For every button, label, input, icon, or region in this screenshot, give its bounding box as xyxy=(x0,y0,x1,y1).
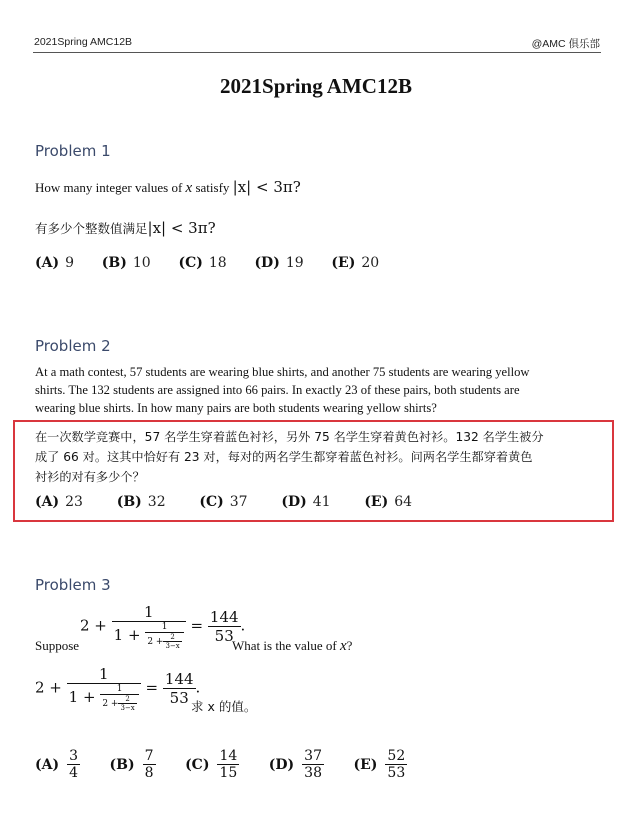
problem-2-chinese xyxy=(35,427,544,487)
choice-a: (A) $\frac{3}{4}$ xyxy=(35,748,79,781)
choice-d: (D) 19 xyxy=(254,255,304,271)
problem-2-en-line-2: shirts. The 132 students are assigned into 66 pairs. In exactly 23 of these pairs, both students are xyxy=(35,383,520,397)
problem-1-zh-pre: 有多少个整数值满足 xyxy=(35,221,148,236)
problem-2-en-line-1: At a math contest, 57 students are wearing blue shirts, and another 75 students are wearing yellow xyxy=(35,365,530,379)
problem-2-zh-line-1: 在一次数学竞赛中，57 名学生穿着蓝色衬衫，另外 75 名学生穿着黄色衬衫。132 名学生被分 xyxy=(35,430,544,444)
problem-3-suppose: Suppose xyxy=(35,638,80,653)
problem-1-en-math: |x| < 3π? xyxy=(232,178,301,196)
choice-c: (C) 18 xyxy=(178,255,227,271)
choice-b: (B) 32 xyxy=(116,494,166,510)
choice-a: (A) 9 xyxy=(35,255,75,271)
problem-3-choices xyxy=(35,748,433,781)
page-header-left: 2021Spring AMC12B xyxy=(34,36,133,48)
problem-3-chinese: 求 x 的值。 xyxy=(191,699,257,714)
problem-3-question xyxy=(232,637,352,655)
problem-3-q-var: x xyxy=(339,638,347,654)
choice-a: (A) 23 xyxy=(35,494,83,510)
problem-2-heading: Problem 2 xyxy=(35,337,111,355)
problem-1-choices xyxy=(35,255,403,272)
page-header-right: @AMC 俱乐部 xyxy=(531,38,600,50)
problem-3-q-pre: What is the value of xyxy=(232,638,340,653)
choice-e: (E) $\frac{52}{53}$ xyxy=(353,748,406,781)
problem-2-choices xyxy=(35,494,436,511)
problem-2-zh-line-2: 成了 66 对。这其中恰好有 23 对，每对的两名学生都穿着蓝色衬衫。问两名学生都穿着黄色 xyxy=(35,450,533,464)
choice-d: (D) $\frac{37}{38}$ xyxy=(268,748,322,781)
choice-b: (B) $\frac{7}{8}$ xyxy=(109,748,154,781)
problem-1-zh-math: |x| < 3π? xyxy=(147,219,216,237)
problem-3-q-end: ? xyxy=(346,638,353,653)
document-title: 2021Spring AMC12B xyxy=(220,74,412,98)
problem-2-english xyxy=(35,363,530,417)
continued-fraction-equation-2: 2 + 1 1 + 1 2 + $\frac{2}{3-x}$ = $\frac{144}{53}$ . xyxy=(35,665,201,712)
problem-1-heading: Problem 1 xyxy=(35,142,111,160)
choice-e: (E) 20 xyxy=(331,255,380,271)
problem-3-heading: Problem 3 xyxy=(35,576,111,594)
choice-c: (C) 37 xyxy=(199,494,248,510)
problem-1-english xyxy=(35,178,301,197)
problem-1-en-var: x xyxy=(185,180,193,196)
header-rule xyxy=(33,52,601,53)
choice-e: (E) 64 xyxy=(364,494,413,510)
continued-fraction-equation-1: 2 + 1 1 + 1 2 + $\frac{2}{3-x}$ = $\frac{144}{53}$ . xyxy=(80,603,246,650)
problem-2-en-line-3: wearing blue shirts. In how many pairs are both students wearing yellow shirts? xyxy=(35,401,437,415)
choice-b: (B) 10 xyxy=(101,255,151,271)
choice-d: (D) 41 xyxy=(281,494,331,510)
problem-1-en-mid: satisfy xyxy=(192,180,233,195)
problem-1-chinese xyxy=(35,219,216,238)
problem-1-en-pre: How many integer values of xyxy=(35,180,186,195)
choice-c: (C) $\frac{14}{15}$ xyxy=(185,748,238,781)
problem-2-zh-line-3: 衬衫的对有多少个？ xyxy=(35,470,145,484)
